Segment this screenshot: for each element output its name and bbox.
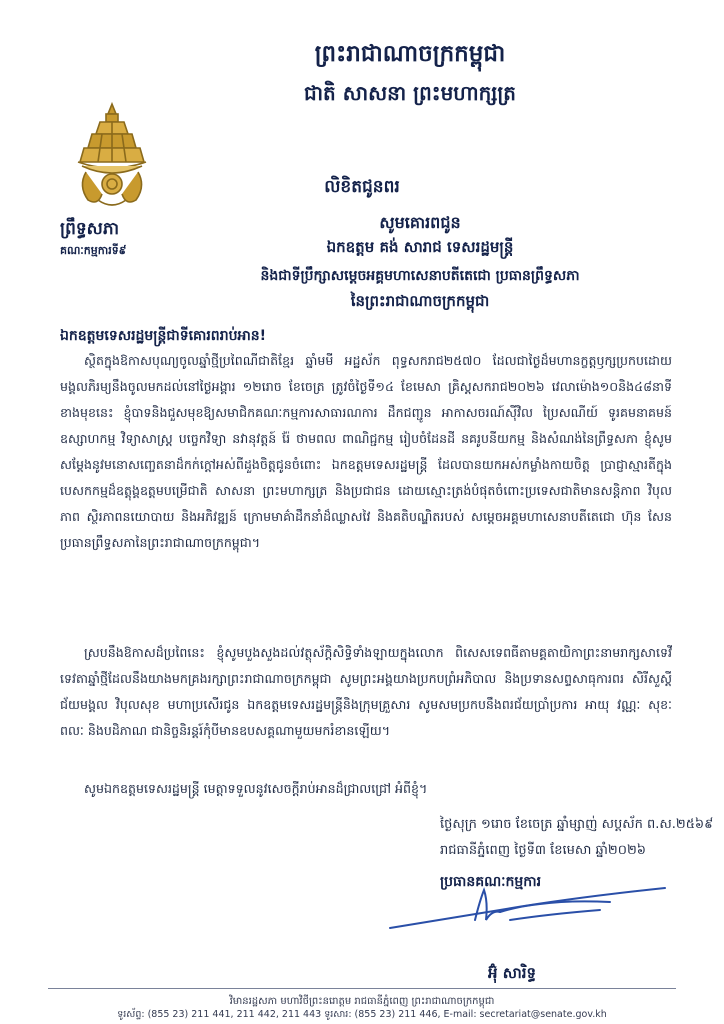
footer-divider <box>48 988 676 989</box>
salutation: ឯកឧត្តមទេសរដ្ឋមន្ត្រីជាទីគោរពរាប់អាន! <box>60 328 267 344</box>
footer-address: វិមានរដ្ឋសភា មហាវិថីព្រះនរោត្តម រាជធានីភ្នំពេញ ព្រះរាជាណាចក្រកម្ពុជា <box>229 996 495 1007</box>
footer-contact: ទូរស័ព្ទ: (855 23) 211 441, 211 442, 211 443 ទូរសារ: (855 23) 211 446, E-mail: secretariat@senate.gov.kh <box>117 1009 607 1020</box>
committee-name: គណៈកម្មការទី៩ <box>60 244 127 257</box>
lunar-date: ថ្ងៃសុក្រ ១រោច ខែចេត្រ ឆ្នាំម្សាញ់ សប្តស័ក ព.ស.២៥៦៩ <box>440 817 714 832</box>
signatory-title: ប្រធានគណៈកម្មការ <box>440 874 542 890</box>
document-type-heading: លិខិតជូនពរ <box>324 177 400 197</box>
solar-date: រាជធានីភ្នំពេញ ថ្ងៃទី៣ ខែមេសា ឆ្នាំ២០២៦ <box>440 843 647 858</box>
addressee-name: ឯកឧត្តម គង់ សារាជ ទេសរដ្ឋមន្ត្រី <box>326 238 514 256</box>
institution-name: ព្រឹទ្ធសភា <box>60 219 120 239</box>
body-paragraph-1: ស្ថិតក្នុងឱកាសបុណ្យចូលឆ្នាំថ្មីប្រពៃណីជាតិខ្មែរ ឆ្នាំមមី អដ្ឋស័ក ពុទ្ធសករាជ២៥៧០ ដែលជាថ្ងៃដ៏មហានក្ខត្តឫក្សប្រកបដោយមង្គលភិរម្យនឹងចូលមកដល់នៅថ្ងៃអង្គារ ១២រោច ខែចេត្រ ត្រូវចំថ្ងៃទី១៤ ខែមេសា គ្រិស្តសករាជ២០២៦ វេលាម៉ោង១០និង៤៨នាទី ខាងមុខនេះ ខ្ញុំបាទនិងជួសមុខឱ្យសមាជិកគណៈកម្មការសាធារណការ ដឹកជញ្ជូន អាកាសចរណ៍ស៊ីវិល ប្រៃសណីយ៍ ទូរគមនាគមន៍ ឧស្សាហកម្ម វិទ្យាសាស្ត្រ បច្ចេកវិទ្យា នវានុវត្តន៍ រ៉ែ ថាមពល ពាណិជ្ជកម្ម រៀបចំដែនដី នគរូបនីយកម្ម និងសំណង់នៃព្រឹទ្ធសភា ខ្ញុំសូមសម្តែងនូវមនោសញ្ចេតនាដ៏កក់ក្តៅអស់ពីដួងចិត្តជូនចំពោះ ឯកឧត្តមទេសរដ្ឋមន្ត្រី ដែលបានយកអស់កម្លាំងកាយចិត្ត ប្រាជ្ញាស្មារតីក្នុងបេសកកម្មដ៏ឧត្តុង្គឧត្តមបម្រើជាតិ សាសនា ព្រះមហាក្សត្រ និងប្រជាជន ដោយស្មោះត្រង់បំផុតចំពោះប្រទេសជាតិមានសន្តិភាព វិបុលភាព ស្ថិរភាពនយោបាយ និងអភិវឌ្ឍន៍ ក្រោមមាគ៌ាដឹកនាំដ៏ឈ្លាសវៃ និងគតិបណ្ឌិតរបស់ សម្តេចអគ្គមហាសេនាបតីតេជោ ហ៊ុន សែន ប្រធានព្រឹទ្ធសភានៃព្រះរាជាណាចក្រកម្ពុជា។ <box>60 353 672 550</box>
national-motto: ជាតិ សាសនា ព្រះមហាក្សត្រ <box>304 81 516 105</box>
kingdom-title: ព្រះរាជាណាចក្រកម្ពុជា <box>314 40 506 67</box>
body-paragraph-3: សូមឯកឧត្តមទេសរដ្ឋមន្ត្រី មេត្តាទទួលនូវសេចក្តីរាប់អានដ៏ជ្រាលជ្រៅ អំពីខ្ញុំ។ <box>84 781 428 796</box>
addressee-position: និងជាទីប្រឹក្សាសម្តេចអគ្គមហាសេនាបតីតេជោ ប្រធានព្រឹទ្ធសភា <box>260 268 580 284</box>
body-paragraph-2: ស្របនឹងឱកាសដ៏ប្រពៃនេះ ខ្ញុំសូមបួងសួងដល់វត្ថុស័ក្តិសិទ្ធិទាំងឡាយក្នុងលោក ពិសេសទេពធីតាមគ្គតាយិកាព្រះនាមរាក្សសាទេវី ទេវតាឆ្នាំថ្មីដែលនឹងយាងមកគ្រងរក្សាព្រះរាជាណាចក្រកម្ពុជា សូមព្រះអង្គយាងប្រកបព្រំអភិបាល និងប្រទានសព្ទសាធុការពរ សិរីសួស្តី ជ័យមង្គល វិបុលសុខ មហាប្រសើរជូន ឯកឧត្តមទេសរដ្ឋមន្ត្រីនិងក្រុមគ្រួសារ សូមសមប្រកបនឹងពរជ័យប្រាំប្រការ អាយុ វណ្ណៈ សុខៈ ពលៈ និងបដិភាណ ជានិច្ចនិរន្តរ៍កុំបីមានឧបសគ្គណាមួយមករំខានឡើយ។ <box>60 645 672 738</box>
addressee-country: នៃព្រះរាជាណាចក្រកម្ពុជា <box>350 292 490 310</box>
addressee-greeting: សូមគោរពជូន <box>379 213 461 232</box>
handwritten-signature-icon <box>380 880 680 940</box>
signatory-name: អ៊ុំ សារិទ្ធ <box>488 964 537 982</box>
